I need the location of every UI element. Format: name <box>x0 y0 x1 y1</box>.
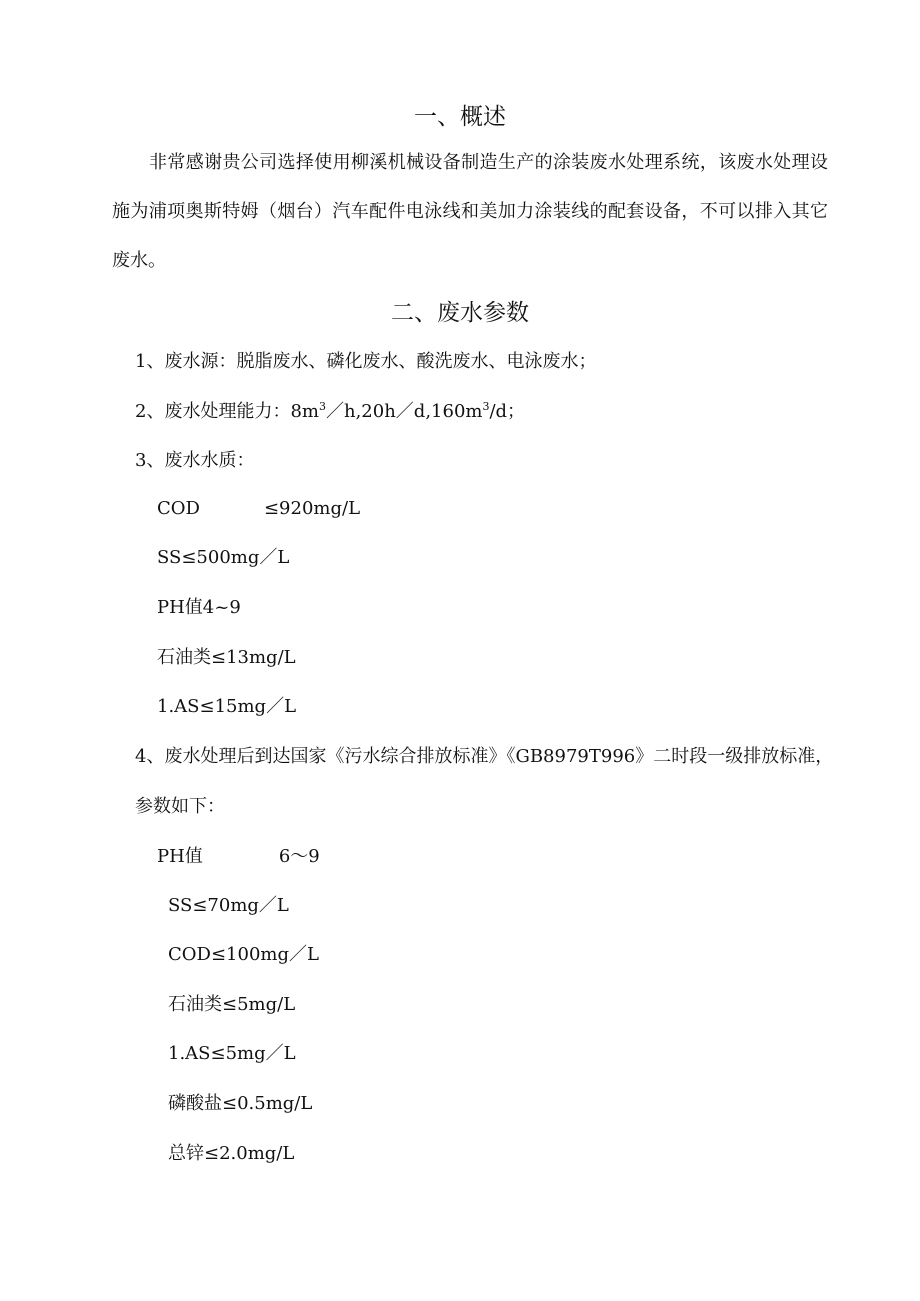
quality-oil: 石油类≤13mg/L <box>157 647 296 668</box>
section-heading-overview: 一、概述 <box>414 104 506 130</box>
quality-ph: PH值4~9 <box>157 597 241 618</box>
discharge-zinc: 总锌≤2.0mg/L <box>168 1143 295 1164</box>
item-treatment-capacity <box>135 400 525 424</box>
overview-paragraph: 非常感谢贵公司选择使用柳溪机械设备制造生产的涂装废水处理系统，该废水处理设施为浦项奥斯特姆（烟台）汽车配件电泳线和美加力涂装线的配套设备，不可以排入其它废水。 <box>112 152 828 271</box>
item-discharge-standard: 4、废水处理后到达国家《污水综合排放标准》《GB8979T996》二时段一级排放标准， <box>135 746 834 767</box>
discharge-ss: SS≤70mg／L <box>168 895 289 916</box>
quality-ss: SS≤500mg／L <box>157 547 290 568</box>
discharge-phosphate: 磷酸盐≤0.5mg/L <box>168 1093 313 1114</box>
item-discharge-standard-cont: 参数如下： <box>135 796 225 817</box>
discharge-ph-value: 6～9 <box>278 846 320 867</box>
item-wastewater-source: 1、废水源：脱脂废水、磷化废水、酸洗废水、电泳废水； <box>135 351 597 372</box>
quality-cod-label: COD <box>157 498 200 519</box>
capacity-prefix: 2、废水处理能力：8m <box>135 401 319 422</box>
section-heading-wastewater-parameters: 二、废水参数 <box>391 300 529 326</box>
discharge-ph <box>157 845 320 869</box>
discharge-las: 1.AS≤5mg／L <box>168 1043 296 1064</box>
quality-las: 1.AS≤15mg／L <box>157 696 297 717</box>
capacity-suffix: /d； <box>489 401 526 422</box>
discharge-oil: 石油类≤5mg/L <box>168 994 296 1015</box>
discharge-cod: COD≤100mg／L <box>168 944 319 965</box>
quality-cod-value: ≤920mg/L <box>263 498 361 519</box>
capacity-middle: ／h,20h／d,160m <box>325 401 483 422</box>
item-water-quality: 3、废水水质： <box>135 450 255 471</box>
quality-cod <box>157 497 360 521</box>
capacity-superscript: 3 <box>318 400 326 413</box>
capacity-superscript-2: 3 <box>482 400 490 413</box>
discharge-ph-label: PH值 <box>157 846 203 867</box>
